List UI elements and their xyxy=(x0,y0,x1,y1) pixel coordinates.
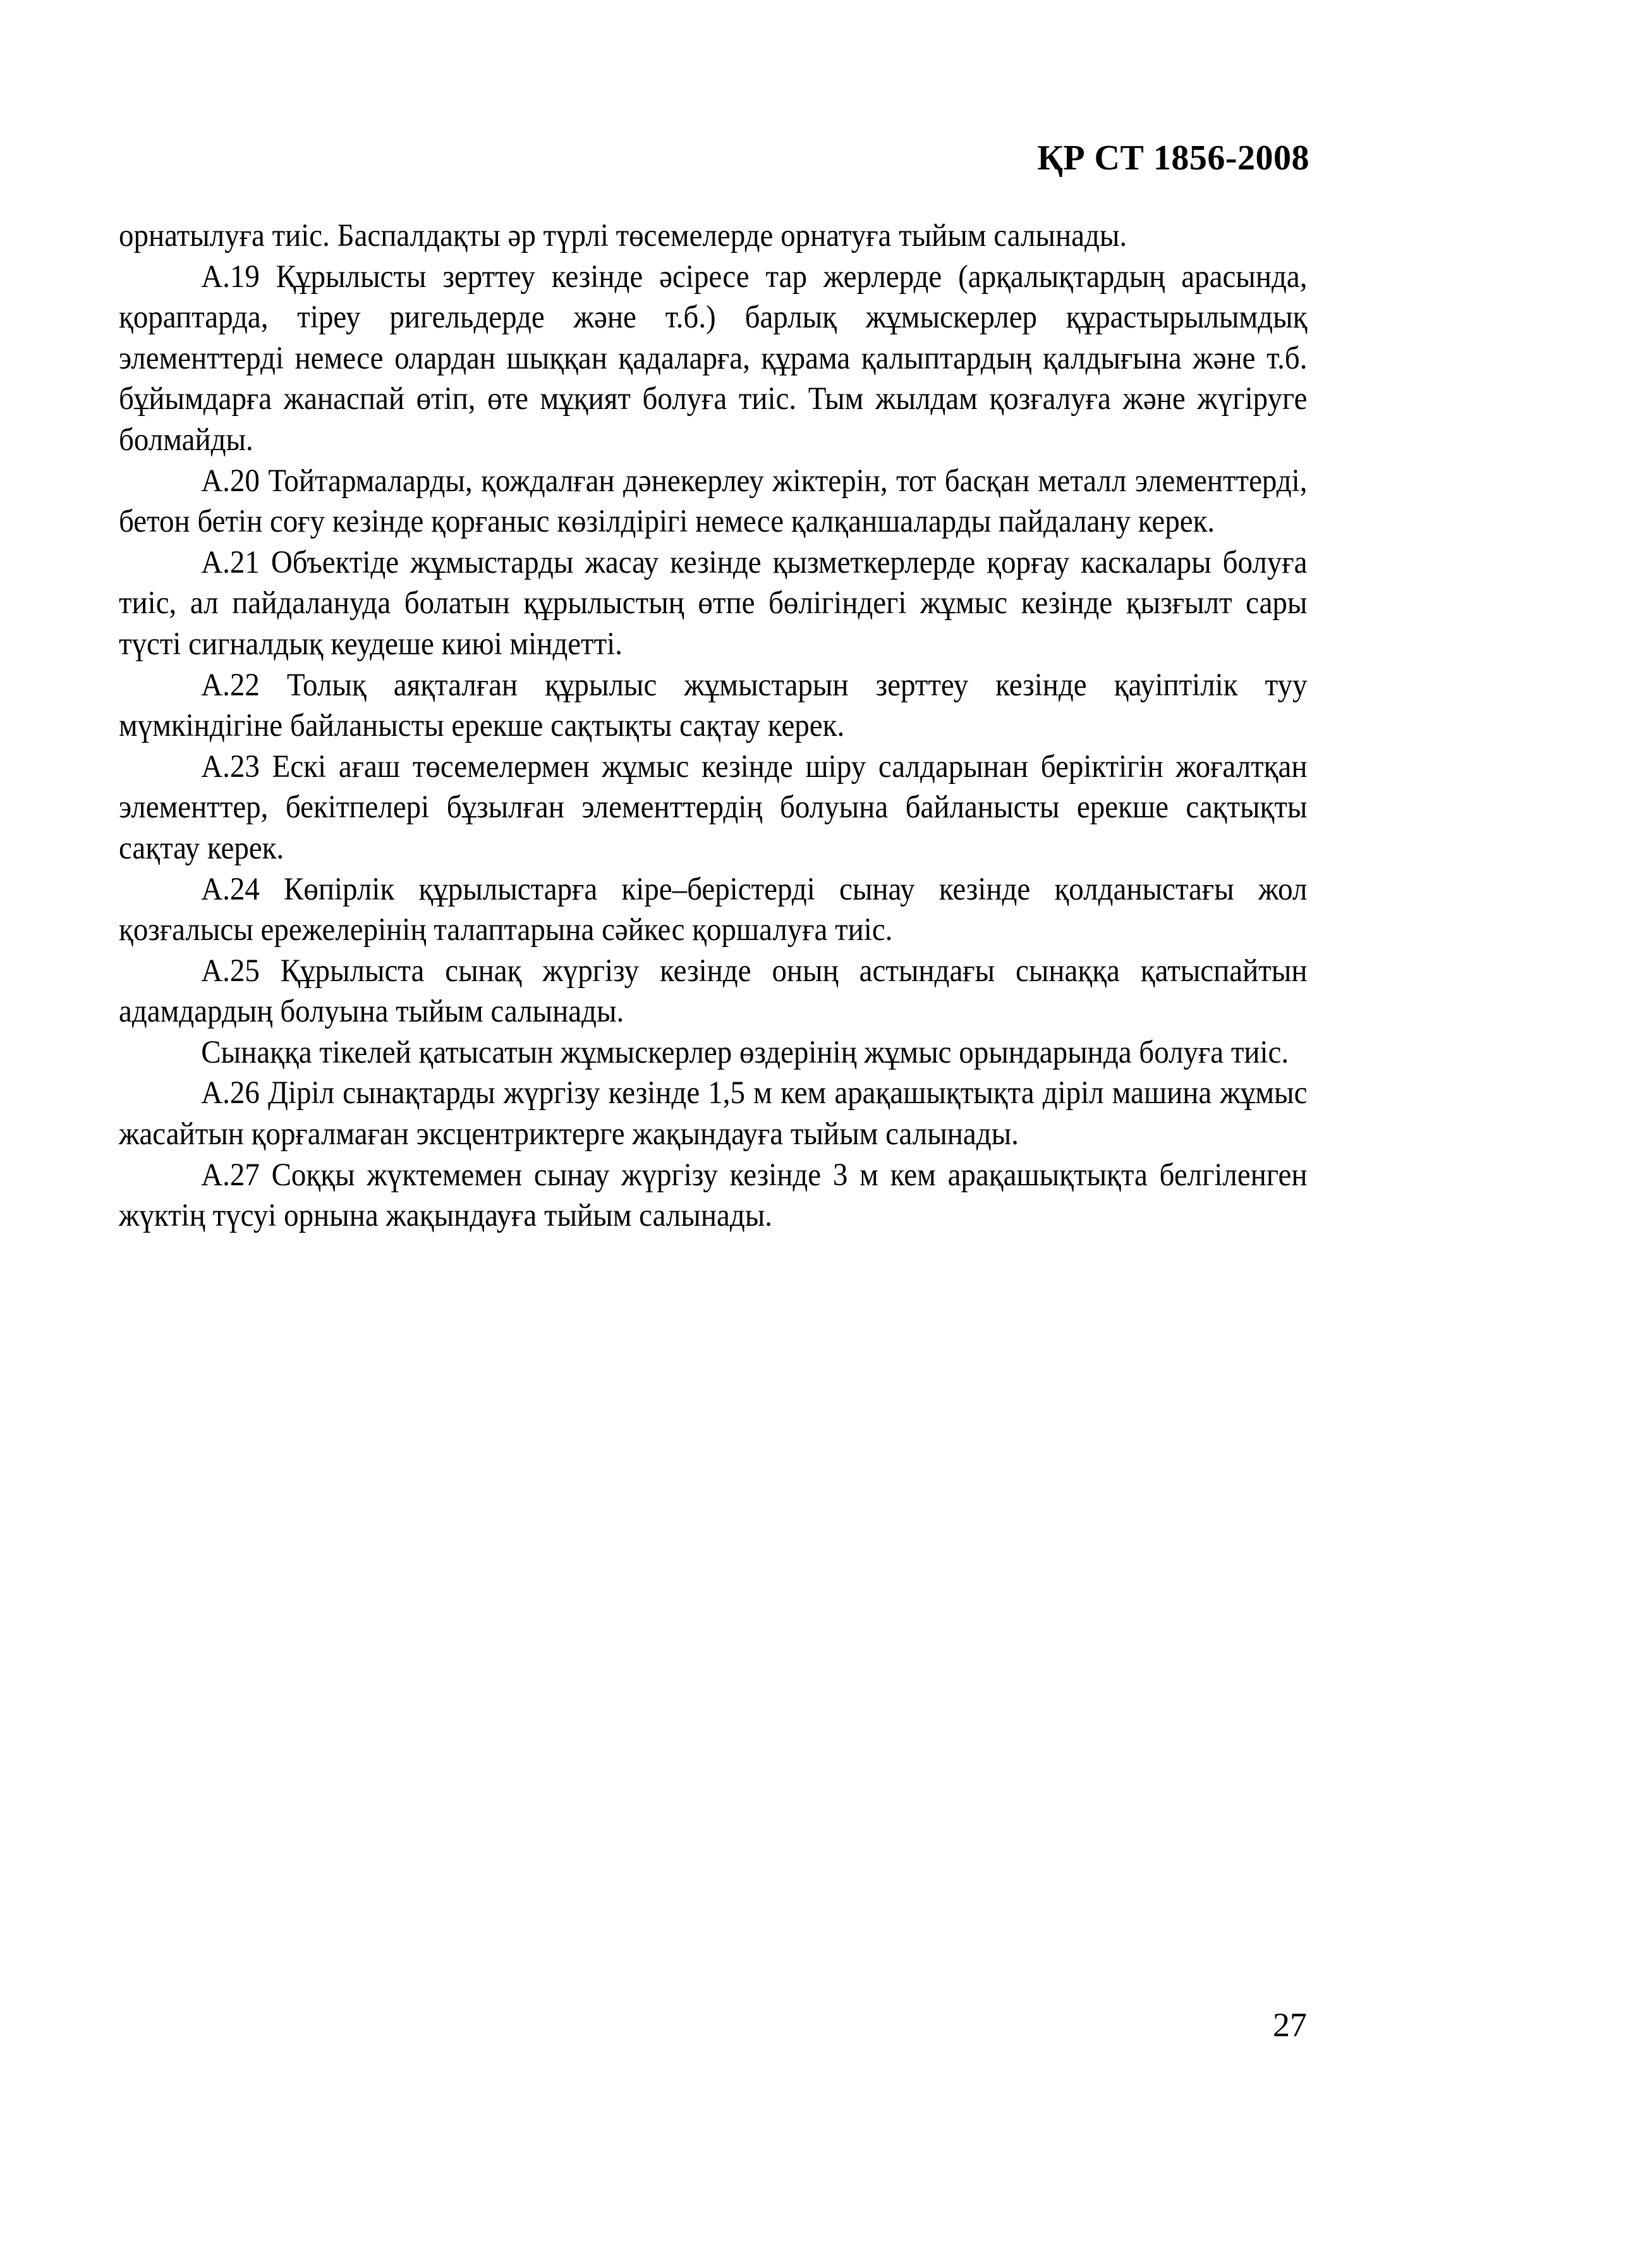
paragraph-a22: А.22 Толық аяқталған құрылыс жұмыстарын зерттеу кезінде қауіптілік туу мүмкіндігіне байланысты ерекше сақтықты сақтау керек. xyxy=(119,666,1308,743)
document-code-header: ҚР СТ 1856-2008 xyxy=(1037,138,1309,178)
paragraph-a25-workers: Сынаққа тікелей қатысатын жұмыскерлер өздерінің жұмыс орындарында болуға тиіс. xyxy=(201,1034,1289,1070)
paragraph-a25: А.25 Құрылыста сынақ жүргізу кезінде оның астындағы сынаққа қатыспайтын адамдардың болуына тыйым салынады. xyxy=(119,952,1308,1029)
paragraph-a19: А.19 Құрылысты зерттеу кезінде әсіресе тар жерлерде (арқалықтардың арасында, қораптарда, тіреу ригельдерде және т.б.) барлық жұмыскерлер құрастырылымдық элементтерді немесе олардан шыққан қадаларға, құрама қалыптардың қалдығына және т.б. бұйымдарға жанаспай өтіп, өте мұқият болуға тиіс. Тым жылдам қозғалуға және жүгіруге болмайды. xyxy=(119,258,1308,457)
paragraph-a24: А.24 Көпірлік құрылыстарға кіре–берістерді сынау кезінде қолданыстағы жол қозғалысы ережелерінің талаптарына сәйкес қоршалуға тиіс. xyxy=(119,870,1308,948)
paragraph-continuation: орнатылуға тиіс. Баспалдақты әр түрлі төсемелерде орнатуға тыйым салынады. xyxy=(119,217,1127,253)
paragraph-a23: А.23 Ескі ағаш төсемелермен жұмыс кезінде шіру салдарынан беріктігін жоғалтқан элементтер, бекітпелері бұзылған элементтердің болуына байланысты ерекше сақтықты сақтау керек. xyxy=(119,748,1308,865)
paragraph-a26: А.26 Діріл сынақтарды жүргізу кезінде 1,5 м кем арақашықтықта діріл машина жұмыс жасайтын қорғалмаған эксцентриктерге жақындауға тыйым салынады. xyxy=(119,1075,1308,1152)
page-number: 27 xyxy=(1273,2006,1307,2044)
paragraph-a21: А.21 Объектіде жұмыстарды жасау кезінде қызметкерлерде қорғау каскалары болуға тиіс, ал пайдалануда болатын құрылыстың өтпе бөлігіндегі жұмыс кезінде қызғылт сары түсті сигналдық кеудеше киюі міндетті. xyxy=(119,544,1308,661)
paragraph-a27: А.27 Соққы жүктемемен сынау жүргізу кезінде 3 м кем арақашықтықта белгіленген жүктің түсуі орнына жақындауға тыйым салынады. xyxy=(119,1156,1308,1233)
body-text xyxy=(119,215,1307,1236)
paragraph-a20: А.20 Тойтармаларды, қождалған дәнекерлеу жіктерін, тот басқан металл элементтерді, бетон бетін соғу кезінде қорғаныс көзілдірігі немесе қалқаншаларды пайдалану керек. xyxy=(119,462,1308,539)
